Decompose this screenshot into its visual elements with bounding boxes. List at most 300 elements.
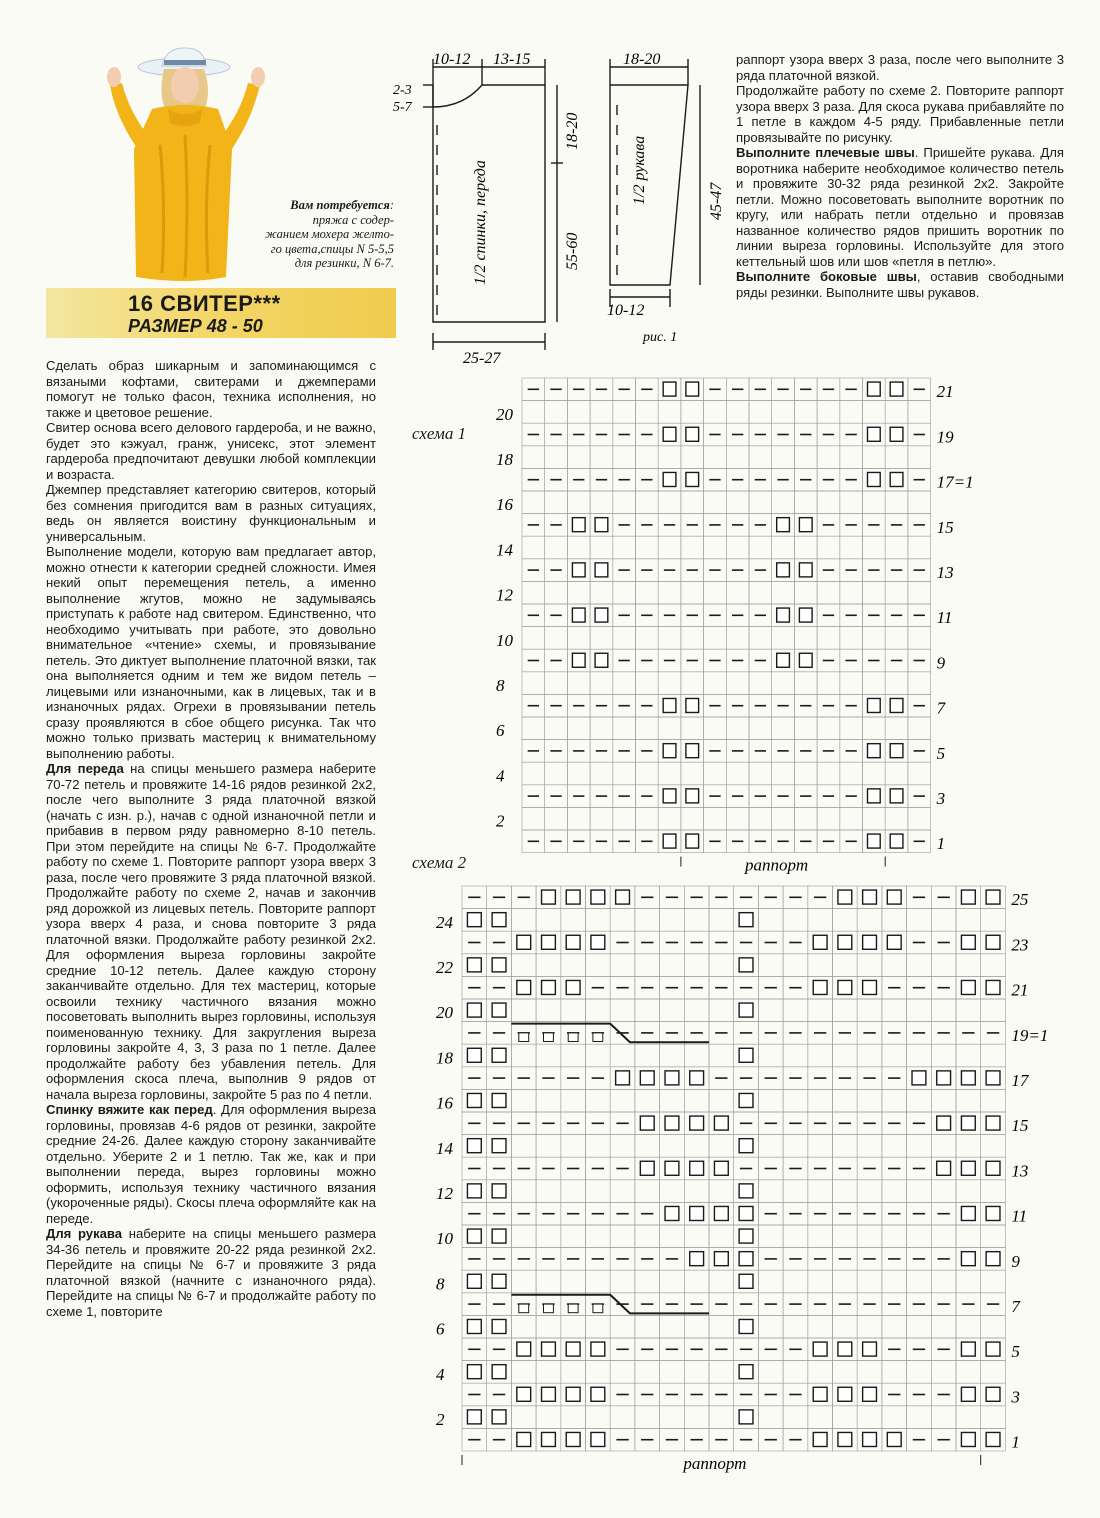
chart-cell (610, 1225, 635, 1248)
chart-cell (794, 581, 817, 604)
chart-cell (885, 672, 908, 695)
chart-cell (586, 1361, 611, 1384)
chart-cell (794, 717, 817, 740)
chart-cell (545, 762, 568, 785)
chart-cell (681, 627, 704, 650)
chart-cell (981, 1361, 1006, 1384)
purl-symbol (492, 1184, 506, 1198)
row-label-odd: 13 (936, 563, 954, 583)
purl-symbol (986, 1432, 1000, 1446)
chart-cell (772, 581, 795, 604)
chart-cell (635, 1361, 660, 1384)
chart-cell (885, 581, 908, 604)
purl-symbol (517, 980, 531, 994)
purl-symbol (813, 935, 827, 949)
chart-cell (545, 807, 568, 830)
right-column (736, 52, 1064, 300)
chart-cell (857, 1406, 882, 1429)
purl-symbol (867, 698, 880, 712)
chart-cell (684, 999, 709, 1022)
chart-cell (794, 401, 817, 424)
purl-symbol (867, 382, 880, 396)
chart-cell (840, 672, 863, 695)
chart-cell (660, 1406, 685, 1429)
chart-cell (636, 491, 659, 514)
chart-cell (794, 491, 817, 514)
rapport-label: раппорт (745, 855, 809, 875)
purl-symbol (863, 1387, 877, 1401)
chart-cell (808, 1225, 833, 1248)
paragraph: Свитер основа всего делового гардероба, и не важно, будет это кэжуал, гранж, унисекс, этот элемент гардероба предпочитают девушки любой комплекции и возраста. (46, 420, 376, 482)
cable-stitch (593, 1304, 603, 1313)
chart-cell (636, 762, 659, 785)
chart-cell (908, 581, 931, 604)
chart-cell (907, 1225, 932, 1248)
purl-symbol (566, 890, 580, 904)
chart-cell (536, 1089, 561, 1112)
row-label-even: 24 (436, 912, 453, 932)
chart-cell (981, 1180, 1006, 1203)
chart-cell (817, 672, 840, 695)
dim-sleeve-length: 45-47 (708, 182, 725, 220)
purl-symbol (986, 935, 1000, 949)
chart-cell (772, 672, 795, 695)
chart-cell (545, 672, 568, 695)
chart-cell (545, 581, 568, 604)
purl-symbol (492, 913, 506, 927)
chart-cell (709, 1044, 734, 1067)
purl-symbol (566, 935, 580, 949)
chart-cell (981, 909, 1006, 932)
chart-cell (840, 401, 863, 424)
purl-symbol (890, 472, 903, 486)
row-label-odd: 5 (936, 743, 946, 763)
chart-cell (658, 581, 681, 604)
chart-cell (561, 1044, 586, 1067)
chart-cell (658, 446, 681, 469)
chart-cell (931, 1089, 956, 1112)
dim-body-length: 55-60 (564, 232, 581, 270)
chart-cell (885, 446, 908, 469)
chart-cell (567, 627, 590, 650)
chart-cell (709, 954, 734, 977)
purl-symbol (492, 1229, 506, 1243)
chart-cell (586, 909, 611, 932)
chart-cell (857, 1270, 882, 1293)
chart-cell (635, 1180, 660, 1203)
purl-symbol (739, 913, 753, 927)
purl-symbol (467, 1274, 481, 1288)
purl-symbol (937, 1161, 951, 1175)
chart-cell (636, 807, 659, 830)
purl-symbol (467, 1093, 481, 1107)
chart-cell (610, 909, 635, 932)
chart-cell (981, 1225, 1006, 1248)
purl-symbol (961, 890, 975, 904)
row-label-even: 4 (496, 766, 505, 786)
row-label-odd: 25 (1011, 890, 1029, 910)
chart-cell (908, 401, 931, 424)
scheme2-title: схема 2 (412, 853, 467, 872)
chart-cell (863, 672, 886, 695)
chart-cell (772, 762, 795, 785)
cable-stitch (568, 1304, 578, 1313)
purl-symbol (887, 935, 901, 949)
chart-cell (709, 1180, 734, 1203)
chart-cell (772, 491, 795, 514)
chart-cell (907, 954, 932, 977)
chart-cell (681, 807, 704, 830)
chart-cell (908, 672, 931, 695)
chart-cell (681, 446, 704, 469)
purl-symbol (961, 1206, 975, 1220)
chart-cell (709, 1315, 734, 1338)
chart-cell (882, 1180, 907, 1203)
chart-cell (681, 401, 704, 424)
purl-symbol (739, 1139, 753, 1153)
chart-cell (536, 954, 561, 977)
chart-cell (857, 909, 882, 932)
purl-symbol (890, 382, 903, 396)
purl-symbol (690, 1206, 704, 1220)
chart-cell (613, 401, 636, 424)
chart-cell (511, 1225, 536, 1248)
row-label-odd: 9 (1011, 1251, 1020, 1271)
back-text: . Для оформления выреза горловины, провязав 4-6 рядов от резинки, закройте средние 24-26. Далее каждую сторону заканчивайте отдельно. Уберите 2 и 1 петлю. Так же, как и при выполнении переда, вырез горловины можно оформить, используя технику частичного вязания (укороченные ряды). Скосы плеча оформляйте как на переде. (46, 1102, 376, 1226)
chart-cell (931, 909, 956, 932)
purl-symbol (686, 698, 699, 712)
chart-cell (783, 1406, 808, 1429)
chart-cell (981, 999, 1006, 1022)
chart-cell (610, 1135, 635, 1158)
page-title: 16 СВИТЕР*** (128, 291, 281, 316)
chart-cell (817, 536, 840, 559)
chart-cell (908, 491, 931, 514)
chart-cell (681, 762, 704, 785)
chart-cell (681, 581, 704, 604)
purl-symbol (961, 980, 975, 994)
chart-cell (684, 1225, 709, 1248)
row-label-even: 14 (496, 540, 513, 560)
chart-cell (610, 1315, 635, 1338)
purl-symbol (986, 1206, 1000, 1220)
purl-symbol (517, 935, 531, 949)
chart-cell (660, 954, 685, 977)
chart-cell (863, 762, 886, 785)
chart-cell (561, 999, 586, 1022)
chart-cell (709, 1089, 734, 1112)
chart-cell (857, 1180, 882, 1203)
chart-cell (863, 536, 886, 559)
purl-symbol (517, 1342, 531, 1356)
chart-cell (590, 627, 613, 650)
chart-cell (758, 1406, 783, 1429)
chart-cell (586, 1225, 611, 1248)
purl-symbol (492, 1319, 506, 1333)
body-piece-label: 1/2 спинки, переда (472, 160, 489, 285)
chart-cell (635, 999, 660, 1022)
chart-cell (660, 1044, 685, 1067)
purl-symbol (640, 1116, 654, 1130)
chart-cell (772, 807, 795, 830)
purl-symbol (572, 563, 585, 577)
purl-symbol (867, 834, 880, 848)
purl-symbol (686, 744, 699, 758)
chart-cell (863, 717, 886, 740)
row-label-even: 16 (496, 495, 513, 515)
purl-symbol (492, 1139, 506, 1153)
purl-symbol (799, 653, 812, 667)
chart-cell (522, 717, 545, 740)
purl-symbol (690, 1071, 704, 1085)
purl-symbol (492, 1048, 506, 1062)
row-label-even: 12 (496, 585, 513, 605)
chart-cell (590, 581, 613, 604)
purl-symbol (492, 1410, 506, 1424)
chart-cell (931, 1180, 956, 1203)
chart-cell (658, 536, 681, 559)
chart-cell (808, 1180, 833, 1203)
purl-symbol (467, 913, 481, 927)
chart-cell (749, 446, 772, 469)
chart-cell (636, 627, 659, 650)
chart-cell (931, 1406, 956, 1429)
chart-cell (709, 1135, 734, 1158)
chart-cell (808, 909, 833, 932)
chart-cell (956, 909, 981, 932)
chart-cell (885, 536, 908, 559)
purl-symbol (739, 1252, 753, 1266)
row-label-odd: 21 (1011, 980, 1029, 1000)
chart-cell (635, 1270, 660, 1293)
purl-symbol (467, 1365, 481, 1379)
purl-symbol (912, 1071, 926, 1085)
chart-cell (749, 717, 772, 740)
chart-cell (590, 491, 613, 514)
dim-neck-width: 10-12 (433, 51, 471, 68)
requirements-line: для резинки, N 6-7. (294, 256, 394, 270)
purl-symbol (686, 382, 699, 396)
row-label-even: 18 (436, 1048, 453, 1068)
row-label-even: 12 (436, 1184, 453, 1204)
chart-cell (931, 999, 956, 1022)
chart-cell (613, 491, 636, 514)
chart-cell (817, 491, 840, 514)
chart-cell (931, 1225, 956, 1248)
purl-symbol (663, 427, 676, 441)
purl-symbol (937, 1116, 951, 1130)
chart-cell (567, 581, 590, 604)
chart-cell (840, 536, 863, 559)
chart-cell (857, 1044, 882, 1067)
chart-cell (783, 1135, 808, 1158)
chart-cell (635, 1225, 660, 1248)
chart-cell (863, 807, 886, 830)
chart-cell (833, 1225, 858, 1248)
paragraph-front (46, 761, 376, 1102)
chart-cell (522, 446, 545, 469)
chart-cell (956, 1270, 981, 1293)
sleeve-piece-label: 1/2 рукава (631, 135, 648, 205)
paragraph-sleeve (46, 1226, 376, 1319)
row-label-even: 18 (496, 450, 513, 470)
chart-cell (840, 627, 863, 650)
chart-cell (590, 672, 613, 695)
paragraph: раппорт узора вверх 3 раза, после чего выполните 3 ряда платочной вязкой. (736, 52, 1064, 83)
chart-cell (704, 672, 727, 695)
chart-cell (610, 1044, 635, 1067)
chart-cell (833, 1361, 858, 1384)
rapport-label: раппорт (683, 1454, 747, 1473)
pattern-diagram (385, 45, 730, 370)
purl-symbol (739, 1048, 753, 1062)
purl-symbol (961, 1432, 975, 1446)
paragraph-back (46, 1102, 376, 1226)
purl-symbol (986, 1387, 1000, 1401)
chart-cell (908, 807, 931, 830)
row-label-odd: 23 (1011, 935, 1029, 955)
chart-cell (758, 1315, 783, 1338)
paragraph-side (736, 269, 1064, 300)
purl-symbol (663, 698, 676, 712)
purl-symbol (467, 1139, 481, 1153)
chart-cell (613, 672, 636, 695)
chart-cell (758, 1225, 783, 1248)
row-label-even: 10 (496, 630, 513, 650)
chart-cell (749, 762, 772, 785)
chart-cell (681, 717, 704, 740)
dim-armhole: 18-20 (564, 112, 581, 150)
chart-cell (636, 581, 659, 604)
purl-symbol (714, 1252, 728, 1266)
chart-cell (956, 1406, 981, 1429)
chart-cell (956, 1089, 981, 1112)
purl-symbol (591, 1387, 605, 1401)
purl-symbol (986, 1252, 1000, 1266)
chart-cell (882, 1406, 907, 1429)
chart-cell (586, 1180, 611, 1203)
purl-symbol (961, 1252, 975, 1266)
chart-cell (586, 1406, 611, 1429)
chart-cell (808, 1406, 833, 1429)
chart-cell (658, 807, 681, 830)
paragraph: Сделать образ шикарным и запоминающимся с вязаными кофтами, свитерами и джемперами помогут не только фасон, техника исполнения, но также и цветовое решение. (46, 358, 376, 420)
chart-cell (660, 1315, 685, 1338)
chart-cell (684, 1406, 709, 1429)
chart-cell (586, 954, 611, 977)
cable-stitch (519, 1304, 529, 1313)
chart-cell (704, 536, 727, 559)
chart-cell (956, 954, 981, 977)
row-label-even: 10 (436, 1229, 453, 1249)
chart-cell (613, 807, 636, 830)
purl-symbol (937, 1071, 951, 1085)
chart-cell (561, 1315, 586, 1338)
chart-cell (635, 909, 660, 932)
chart-cell (522, 536, 545, 559)
chart-cell (567, 672, 590, 695)
chart-cell (885, 401, 908, 424)
purl-symbol (863, 1342, 877, 1356)
chart-cell (783, 1044, 808, 1067)
purl-symbol (890, 744, 903, 758)
chart-cell (586, 1135, 611, 1158)
figure-label: рис. 1 (643, 330, 678, 345)
chart-cell (908, 762, 931, 785)
chart-cell (794, 807, 817, 830)
chart-cell (783, 909, 808, 932)
chart-cell (833, 999, 858, 1022)
chart-cell (772, 446, 795, 469)
chart-cell (833, 1135, 858, 1158)
purl-symbol (777, 563, 790, 577)
chart-cell (907, 1315, 932, 1338)
purl-symbol (961, 1116, 975, 1130)
chart-cell (885, 807, 908, 830)
side-text: , оставив свободными ряды резинки. Выполните швы рукавов. (736, 269, 1064, 300)
chart-cell (536, 1044, 561, 1067)
chart-cell (536, 1361, 561, 1384)
chart-cell (610, 1270, 635, 1293)
chart-cell (885, 627, 908, 650)
purl-symbol (591, 890, 605, 904)
chart-cell (610, 1180, 635, 1203)
requirements-heading: Вам потребуется (290, 198, 390, 212)
chart-cell (726, 581, 749, 604)
chart-cell (658, 717, 681, 740)
chart-cell (908, 446, 931, 469)
chart-cell (758, 1270, 783, 1293)
chart-cell (545, 627, 568, 650)
purl-symbol (665, 1071, 679, 1085)
chart-cell (882, 1315, 907, 1338)
chart-cell (567, 536, 590, 559)
chart-cell (783, 1180, 808, 1203)
requirements-line: пряжа с содер- (312, 212, 394, 227)
chart-cell (511, 1270, 536, 1293)
chart-cell (704, 491, 727, 514)
chart-cell (704, 581, 727, 604)
row-label-even: 6 (496, 721, 505, 741)
chart-cell (635, 1044, 660, 1067)
chart-cell (511, 999, 536, 1022)
purl-symbol (777, 608, 790, 622)
chart-cell (817, 627, 840, 650)
chart-cell (636, 672, 659, 695)
chart-cell (561, 909, 586, 932)
chart-cell (783, 1361, 808, 1384)
chart-cell (658, 491, 681, 514)
chart-cell (863, 491, 886, 514)
chart-cell (817, 581, 840, 604)
chart-cell (885, 491, 908, 514)
chart-cell (783, 954, 808, 977)
sleeve-heading: Для рукава (46, 1226, 123, 1241)
purl-symbol (986, 1071, 1000, 1085)
chart-cell (885, 717, 908, 740)
purl-symbol (961, 935, 975, 949)
chart-cell (684, 1361, 709, 1384)
purl-symbol (566, 1387, 580, 1401)
chart-cell (907, 1089, 932, 1112)
row-label-odd: 13 (1011, 1161, 1029, 1181)
cable-stitch (593, 1033, 603, 1042)
chart-cell (833, 909, 858, 932)
purl-symbol (467, 958, 481, 972)
chart-cell (794, 672, 817, 695)
chart-cell (586, 999, 611, 1022)
purl-symbol (467, 1229, 481, 1243)
